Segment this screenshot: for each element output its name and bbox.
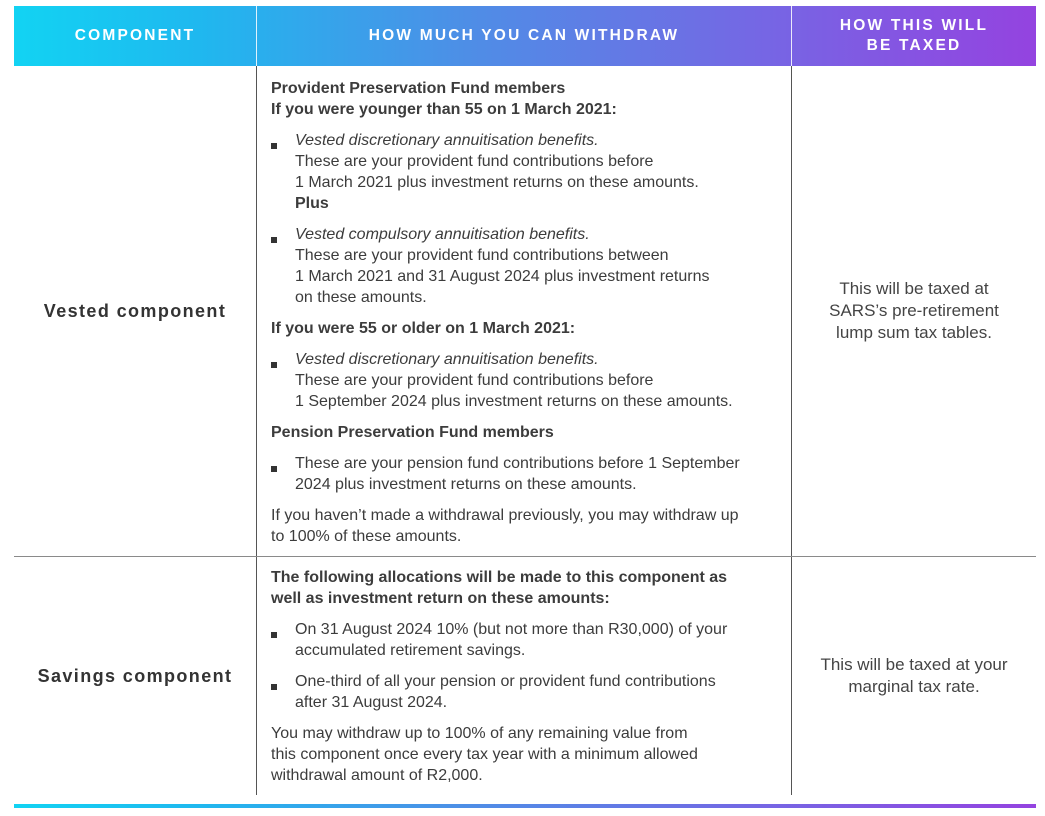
table-row-savings [14, 557, 1036, 795]
header-withdraw: HOW MUCH YOU CAN WITHDRAW [257, 6, 792, 66]
list-item: Vested compulsory annuitisation benefits. These are your provident fund contributions between 1 March 2021 and 31 August 2024 plus investment returns on these amounts. [271, 224, 773, 308]
vested-withdraw-cell [257, 66, 792, 556]
savings-withdraw-cell [257, 557, 792, 795]
list-item: On 31 August 2024 10% (but not more than R30,000) of your accumulated retirement savings. [271, 619, 773, 661]
vested-component-label: Vested component [14, 66, 257, 556]
plus-label: Plus [295, 195, 329, 212]
list-item: These are your pension fund contributions before 1 September 2024 plus investment returns on these amounts. [271, 453, 773, 495]
provident-heading: Provident Preservation Fund members [271, 80, 566, 97]
list-item: Vested discretionary annuitisation benefits. These are your provident fund contributions before 1 March 2021 plus investment returns on these amounts. Plus [271, 130, 773, 214]
header-taxed-line1: HOW THIS WILL [839, 17, 989, 34]
under55-heading: If you were younger than 55 on 1 March 2021: [271, 101, 617, 118]
savings-heading: The following allocations will be made to this component as well as investment return on these amounts: [271, 569, 728, 607]
pension-heading: Pension Preservation Fund members [271, 424, 554, 441]
over55-heading: If you were 55 or older on 1 March 2021: [271, 320, 576, 337]
list-item: Vested discretionary annuitisation benefits. These are your provident fund contributions before 1 September 2024 plus investment returns on these amounts. [271, 349, 773, 412]
savings-tax-cell: This will be taxed at your marginal tax rate. [820, 655, 1008, 696]
savings-note: You may withdraw up to 100% of any remaining value from this component once every tax year with a minimum allowed withdrawal amount of R2,000. [271, 725, 698, 784]
table-row-vested [14, 66, 1036, 557]
header-taxed [792, 6, 1036, 66]
header-component: COMPONENT [14, 6, 257, 66]
vested-note: If you haven’t made a withdrawal previously, you may withdraw up to 100% of these amounts. [271, 507, 739, 545]
list-item: One-third of all your pension or provident fund contributions after 31 August 2024. [271, 671, 773, 713]
header-taxed-line2: BE TAXED [866, 37, 962, 54]
savings-component-label: Savings component [14, 557, 257, 795]
withdrawal-table [14, 6, 1036, 795]
table-header [14, 6, 1036, 66]
bottom-divider [14, 804, 1036, 808]
vested-tax-cell: This will be taxed at SARS’s pre-retirement lump sum tax tables. [829, 279, 999, 342]
